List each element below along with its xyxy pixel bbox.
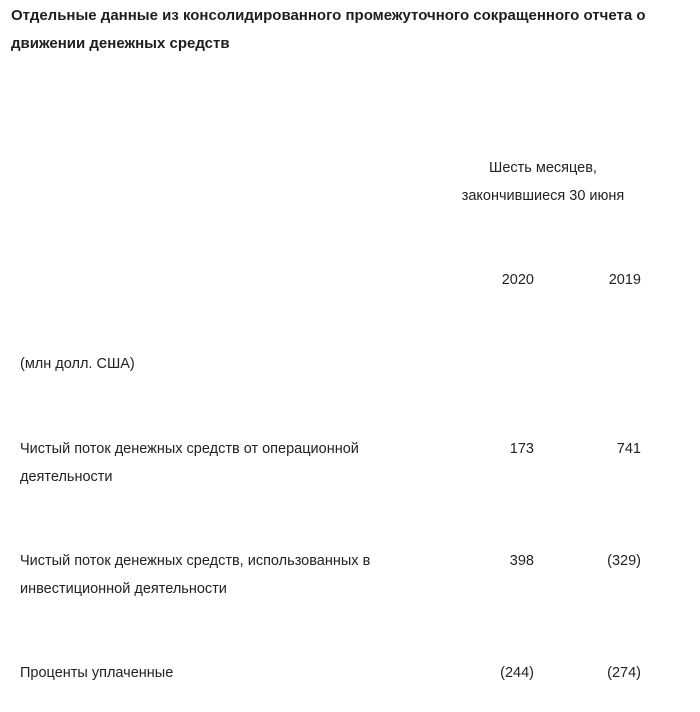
row-value-operating-2020: 173 (509, 441, 534, 457)
period-line-2: закончившиеся 30 июня (461, 188, 625, 204)
page-title: Отдельные данные из консолидированного промежуточного сокращенного отчета о движении денежных средств (11, 7, 646, 52)
period-header (430, 154, 656, 210)
row-value-interest-2019: (274) (607, 665, 641, 681)
row-label-operating: Чистый поток денежных средств от операционной деятельности (20, 441, 359, 485)
row-label-investing: Чистый поток денежных средств, использованных в инвестиционной деятельности (20, 553, 371, 597)
column-header-2019: 2019 (608, 272, 641, 288)
row-value-operating-2019: 741 (616, 441, 641, 457)
row-value-investing-2020: 398 (509, 553, 534, 569)
row-label-interest-paid: Проценты уплаченные (20, 665, 174, 681)
row-value-interest-2020: (244) (500, 665, 534, 681)
units-label: (млн долл. США) (20, 356, 135, 372)
column-header-2020: 2020 (501, 272, 534, 288)
row-value-investing-2019: (329) (607, 553, 641, 569)
period-line-1: Шесть месяцев, (489, 160, 597, 176)
